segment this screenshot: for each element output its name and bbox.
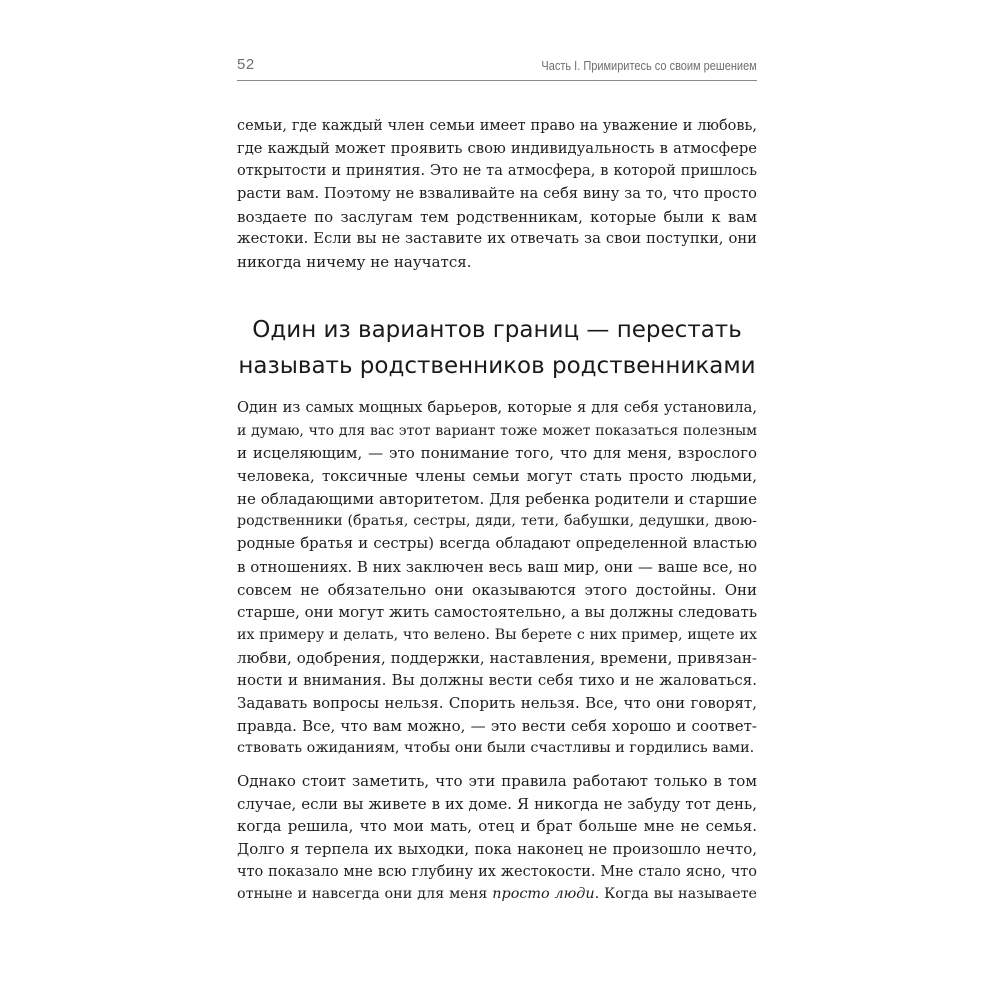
text-line: и исцеляющим, — это понимание того, что для меня, взрослого [237,444,757,463]
text-line: открытости и принятия. Это не та атмосфера, в которой пришлось [237,163,757,180]
text-segment: . Когда вы называете [594,886,758,903]
heading-line: называть родственников родственниками [238,353,756,379]
heading-line: Один из вариантов границ — перестать [252,317,742,343]
text-line: ствовать ожиданиям, чтобы они были счастливы и гордились вами. [237,740,755,757]
text-line: и думаю, что для вас этот вариант тоже может показаться полезным [237,422,757,439]
text-line: ности и внимания. Вы должны вести себя тихо и не жаловаться. [237,671,757,690]
text-line: старше, они могут жить самостоятельно, а вы должны следовать [237,603,757,622]
text-line: когда решила, что мои мать, отец и брат больше мне не семья. [237,817,757,836]
text-line: расти вам. Поэтому не взваливайте на себя вину за то, что просто [237,185,757,203]
paragraph-1 [237,115,757,274]
text-line: правда. Все, что вам можно, — это вести себя хорошо и соответ- [237,716,757,735]
text-line: в отношениях. В них заключен весь ваш мир, они — ваше все, но [237,557,757,576]
text-line: семьи, где каждый член семьи имеет право на уважение и любовь, [237,118,757,134]
page-number: 52 [237,56,255,73]
text-line: случае, если вы живете в их доме. Я никогда не забуду тот день, [237,794,757,813]
text-line: что показало мне всю глубину их жестокости. Мне стало ясно, что [237,863,757,880]
text-line: Долго я терпела их выходки, пока наконец не произошло нечто, [237,840,757,859]
text-line [237,883,757,906]
text-line: Один из самых мощных барьеров, которые я для себя установила, [237,399,757,416]
text-line: родственники (братья, сестры, дяди, тети, бабушки, дедушки, двою- [237,513,757,530]
text-line: где каждый может проявить свою индивидуальность в атмосфере [237,139,757,157]
text-line: не обладающими авторитетом. Для ребенка родители и старшие [237,489,757,508]
text-line: совсем не обязательно они оказываются этого достойны. Они [237,580,757,599]
section-heading [237,312,757,384]
emphasized-text: просто люди [492,886,595,903]
text-line: их примеру и делать, что велено. Вы берете с них пример, ищете их [237,626,757,643]
text-line: Задавать вопросы нельзя. Спорить нельзя. Все, что они говорят, [237,693,757,712]
running-header [237,54,757,81]
text-segment: отныне и навсегда они для меня [237,886,493,903]
running-title: Часть I. Примиритесь со своим решением [541,59,757,73]
paragraph-2 [237,397,757,760]
text-line: никогда ничему не научатся. [237,253,472,272]
text-line: родные братья и сестры) всегда обладают определенной властью [237,535,757,553]
text-line: Однако стоит заметить, что эти правила работают только в том [237,772,757,790]
text-line: воздаете по заслугам тем родственникам, которые были к вам [237,207,757,226]
text-line: человека, токсичные члены семьи могут стать просто людьми, [237,467,757,486]
paragraph-3 [237,770,757,906]
text-line: любви, одобрения, поддержки, наставления, времени, привязан- [237,648,757,667]
text-line: жестоки. Если вы не заставите их отвечать за свои поступки, они [237,230,757,248]
